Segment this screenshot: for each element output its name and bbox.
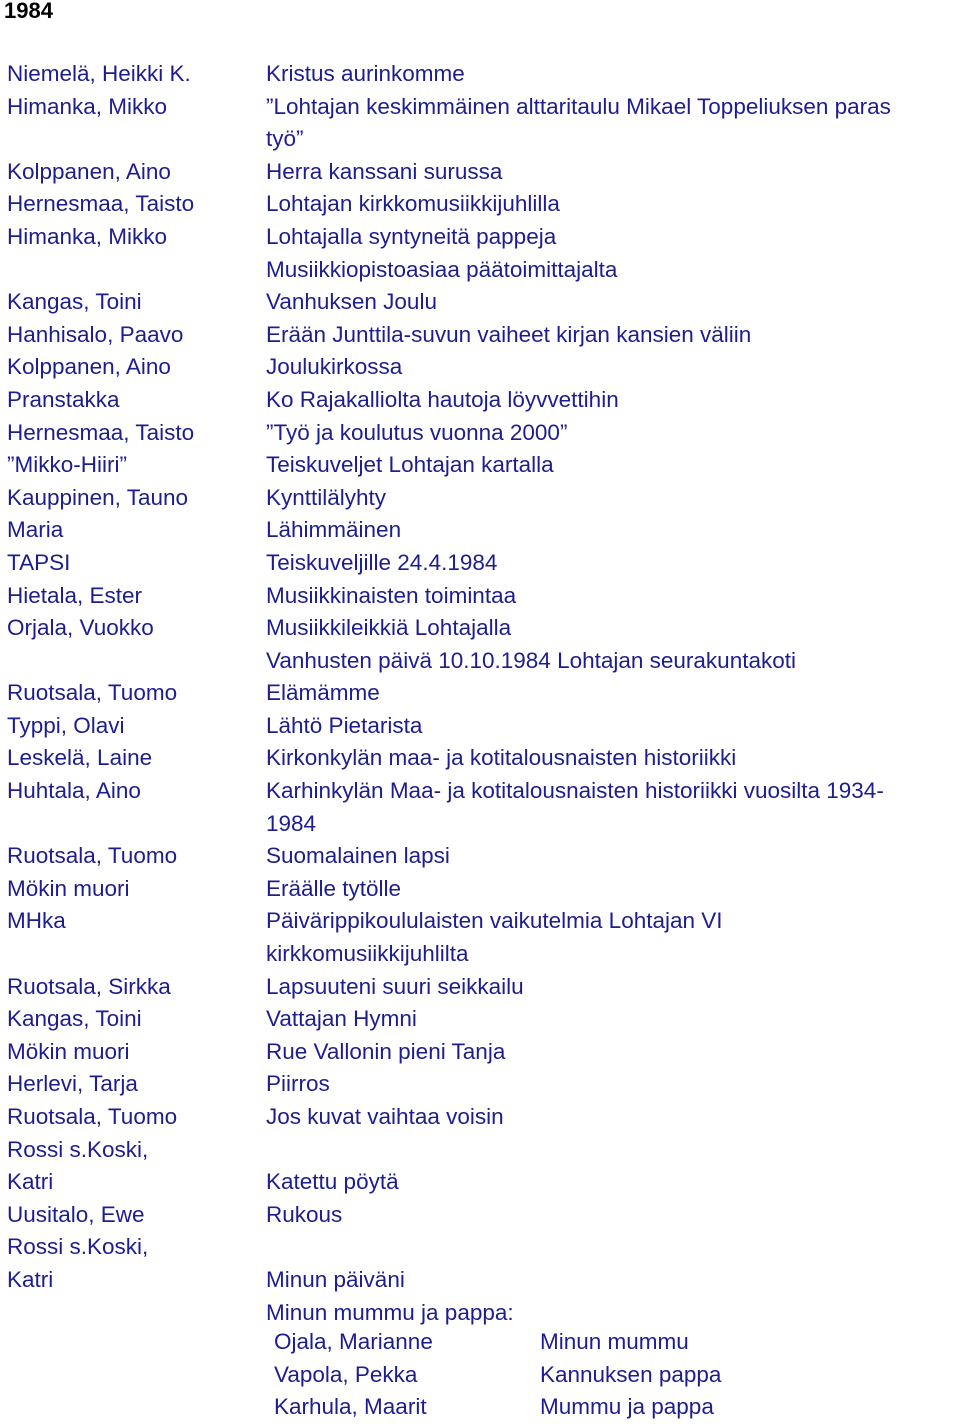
entry-author: Hietala, Ester [7, 582, 143, 608]
entry-author: Rossi s.Koski, [7, 1136, 149, 1162]
entry-title: Kristus aurinkomme [266, 61, 465, 86]
entry-author: Typpi, Olavi [7, 712, 125, 738]
entry-row [0, 91, 960, 124]
entry-title: Mummu ja pappa [540, 1394, 714, 1420]
entry-author: Katri [7, 1266, 54, 1292]
entry-row [0, 286, 960, 319]
entry-row [0, 351, 960, 384]
entry-row [0, 123, 960, 156]
entry-title: Erään Junttila-suvun vaiheet kirjan kansien väliin [266, 321, 752, 347]
entry-row [0, 1297, 960, 1330]
entry-author: Karhula, Maarit [274, 1394, 427, 1420]
entry-author: Ruotsala, Tuomo [7, 1104, 178, 1129]
entry-title: Minun päiväni [266, 1266, 405, 1292]
entry-row [0, 188, 960, 221]
entry-row [0, 840, 960, 873]
entry-title: Katettu pöytä [266, 1169, 399, 1195]
entry-author: Kolppanen, Aino [7, 158, 171, 184]
entry-author: Ruotsala, Tuomo [7, 843, 178, 869]
entry-row [0, 156, 960, 189]
entry-title: Lähimmäinen [266, 517, 402, 543]
entry-author [0, 254, 266, 287]
entry-title [266, 1231, 960, 1264]
entry-row [0, 1003, 960, 1036]
entry-author: TAPSI [7, 549, 71, 575]
entry-author: Ruotsala, Tuomo [7, 680, 178, 706]
entry-row [0, 1199, 960, 1232]
entry-title: Jos kuvat vaihtaa voisin [266, 1104, 504, 1129]
entry-row [0, 612, 960, 645]
entry-author: Pranstakka [7, 386, 120, 412]
sub-entries-list [274, 1326, 721, 1424]
entry-row [0, 1036, 960, 1069]
entry-author: Himanka, Mikko [7, 93, 168, 119]
entry-title: Lohtajalla syntyneitä pappeja [266, 223, 557, 249]
entry-row [0, 384, 960, 417]
entry-title: Päivärippikoululaisten vaikutelmia Lohtajan VI [266, 908, 723, 934]
entries-list [0, 58, 960, 1329]
entry-author: Hanhisalo, Paavo [7, 321, 184, 347]
entry-row [0, 482, 960, 515]
entry-author: Orjala, Vuokko [7, 615, 154, 641]
entry-author: Himanka, Mikko [7, 223, 168, 249]
entry-title: Lohtajan kirkkomusiikkijuhlilla [266, 191, 560, 217]
entry-row [0, 808, 960, 841]
entry-row [0, 775, 960, 808]
entry-row [0, 645, 960, 678]
entry-row [0, 905, 960, 938]
entry-author: Kangas, Toini [7, 1006, 142, 1032]
entry-row [0, 58, 960, 91]
entry-author: Leskelä, Laine [7, 745, 153, 771]
entry-title: Herra kanssani surussa [266, 158, 503, 184]
entry-author [0, 808, 266, 841]
entry-row [0, 580, 960, 613]
entry-title: kirkkomusiikkijuhlilta [266, 941, 469, 967]
entry-row [0, 1134, 960, 1167]
entry-author [0, 938, 266, 971]
entry-author: MHka [7, 908, 66, 934]
entry-author: Mökin muori [7, 1038, 130, 1064]
entry-author: Huhtala, Aino [7, 778, 141, 804]
entry-row [0, 710, 960, 743]
entry-title: Suomalainen lapsi [266, 843, 450, 869]
entry-row [0, 1101, 960, 1134]
entry-row [0, 319, 960, 352]
entry-row [0, 1231, 960, 1264]
entry-author: ”Mikko-Hiiri” [7, 452, 127, 478]
entry-row [0, 938, 960, 971]
entry-row [0, 1166, 960, 1199]
entry-author: Herlevi, Tarja [7, 1071, 138, 1097]
sub-entry-row [274, 1326, 721, 1359]
entry-row [0, 254, 960, 287]
entry-title: Minun mummu ja pappa: [266, 1299, 514, 1325]
entry-row [0, 677, 960, 710]
entry-title: Ko Rajakalliolta hautoja löyvvettihin [266, 386, 619, 412]
entry-author: Niemelä, Heikki K. [7, 61, 191, 86]
entry-title: työ” [266, 126, 304, 152]
entry-row [0, 547, 960, 580]
entry-title: Karhinkylän Maa- ja kotitalousnaisten historiikki vuosilta 1934- [266, 778, 884, 804]
entry-row [0, 514, 960, 547]
entry-author: Hernesmaa, Taisto [7, 419, 195, 445]
entry-author: Kolppanen, Aino [7, 354, 171, 380]
entry-row [0, 1264, 960, 1297]
entry-title: Elämämme [266, 680, 380, 706]
entry-title: Rukous [266, 1201, 343, 1227]
entry-author: Rossi s.Koski, [7, 1234, 149, 1260]
entry-author: Hernesmaa, Taisto [7, 191, 195, 217]
entry-author: Katri [7, 1169, 54, 1195]
entry-row [0, 742, 960, 775]
entry-title: Vanhusten päivä 10.10.1984 Lohtajan seurakuntakoti [266, 647, 796, 673]
entry-title: Teiskuveljille 24.4.1984 [266, 549, 498, 575]
entry-row [0, 221, 960, 254]
entry-title: Rue Vallonin pieni Tanja [266, 1038, 506, 1064]
entry-title: Piirros [266, 1071, 330, 1097]
entry-row [0, 417, 960, 450]
entry-title: Kannuksen pappa [540, 1361, 722, 1387]
entry-title: Vanhuksen Joulu [266, 289, 437, 315]
entry-author: Maria [7, 517, 64, 543]
entry-title: ”Työ ja koulutus vuonna 2000” [266, 419, 568, 445]
entry-title: Kirkonkylän maa- ja kotitalousnaisten historiikki [266, 745, 737, 771]
entry-title: Teiskuveljet Lohtajan kartalla [266, 452, 554, 478]
entry-row [0, 873, 960, 906]
sub-entry-row [274, 1391, 721, 1424]
entry-title [266, 1134, 960, 1167]
entry-title: Musiikkileikkiä Lohtajalla [266, 615, 512, 641]
entry-author: Ojala, Marianne [274, 1329, 433, 1354]
entry-title: Lähtö Pietarista [266, 712, 423, 738]
entry-author: Uusitalo, Ewe [7, 1201, 145, 1227]
entry-title: 1984 [266, 810, 317, 836]
entry-author [0, 123, 266, 156]
entry-title: Musiikkinaisten toimintaa [266, 582, 517, 608]
entry-author: Kangas, Toini [7, 289, 142, 315]
entry-author: Mökin muori [7, 875, 130, 901]
entry-author [0, 645, 266, 678]
entry-title: Vattajan Hymni [266, 1006, 417, 1032]
entry-row [0, 971, 960, 1004]
entry-title: ”Lohtajan keskimmäinen alttaritaulu Mikael Toppeliuksen paras [266, 93, 891, 119]
entry-title: Joulukirkossa [266, 354, 403, 380]
entry-author: Ruotsala, Sirkka [7, 973, 171, 999]
entry-author [0, 1297, 266, 1330]
page-year-heading: 1984 [4, 0, 53, 23]
entry-title: Lapsuuteni suuri seikkailu [266, 973, 524, 999]
entry-row [0, 1068, 960, 1101]
entry-row [0, 449, 960, 482]
entry-title: Minun mummu [540, 1329, 689, 1354]
entry-author: Vapola, Pekka [274, 1361, 418, 1387]
sub-entry-row [274, 1359, 721, 1392]
entry-title: Musiikkiopistoasiaa päätoimittajalta [266, 256, 618, 282]
entry-author: Kauppinen, Tauno [7, 484, 188, 510]
entry-title: Eräälle tytölle [266, 875, 402, 901]
entry-title: Kynttilälyhty [266, 484, 387, 510]
